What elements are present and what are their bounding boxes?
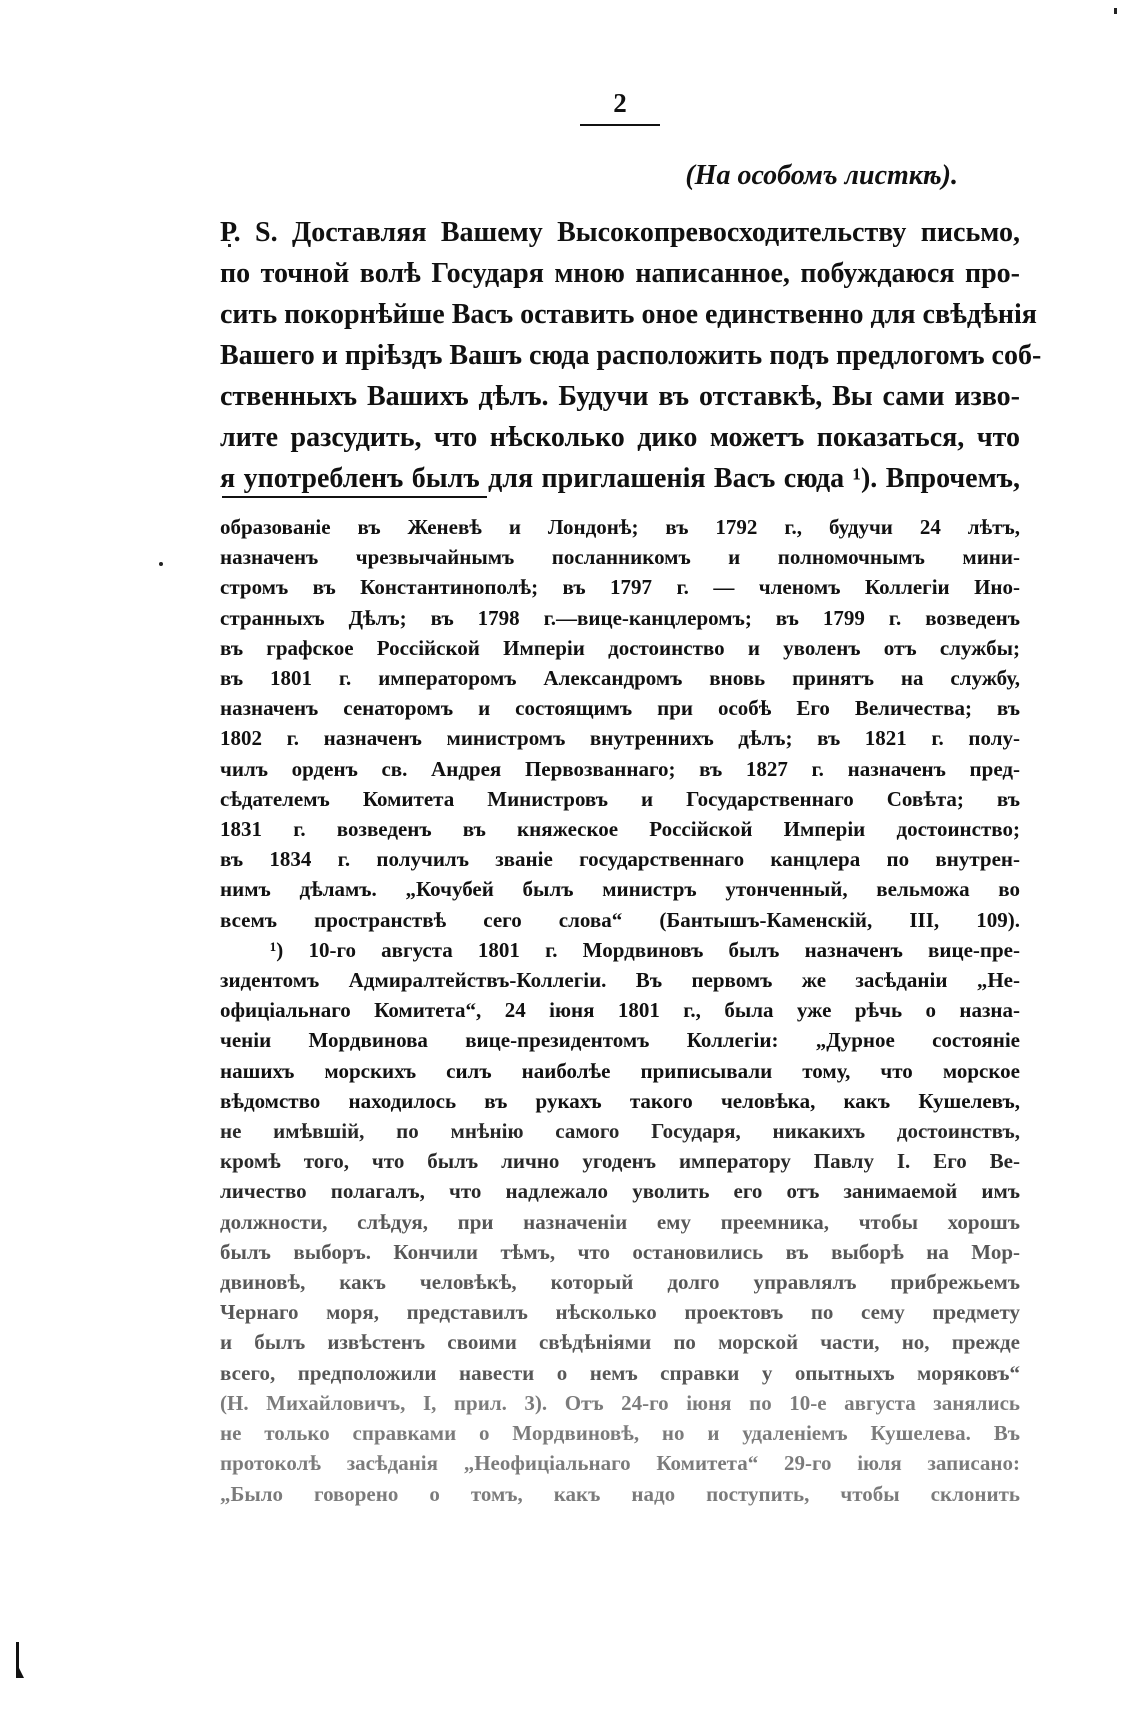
footnote-line: не только справками о Мордвиновѣ, но и удаленіемъ Кушелева. Въ xyxy=(220,1421,1020,1446)
footnote-line: должности, слѣдуя, при назначеніи ему преемника, чтобы хорошъ xyxy=(220,1209,1020,1234)
footnote-line: странныхъ Дѣлъ; въ 1798 г.—вице-канцлеромъ; въ 1799 г. возведенъ xyxy=(220,605,1020,630)
note-heading: (На особомъ листкѣ). xyxy=(685,160,958,191)
footnote-line: зидентомъ Адмиралтействъ-Коллегіи. Въ первомъ же засѣданіи „Не- xyxy=(220,968,1020,993)
page-number: 2 xyxy=(613,88,627,118)
footnote-line: назначенъ чрезвычайнымъ посланникомъ и полномочнымъ мини- xyxy=(220,545,1020,570)
footnote-line: ченіи Мордвинова вице-президентомъ Коллегіи: „Дурное состояніе xyxy=(220,1028,1020,1053)
footnotes-block xyxy=(220,512,1020,1509)
footnote-line: чилъ орденъ св. Андрея Первозваннаго; въ 1827 г. назначенъ пред- xyxy=(220,756,1020,781)
footnote-line: всемъ пространствѣ сего слова“ (Бантышъ-Каменскій, III, 109). xyxy=(220,907,1020,932)
main-text-line: ственныхъ Вашихъ дѣлъ. Будучи въ отставкѣ, Вы сами изво- xyxy=(220,381,1020,412)
footnote-line: всего, предположили навести о немъ справки у опытныхъ моряковъ“ xyxy=(220,1360,1020,1385)
footnote-line: сѣдателемъ Комитета Министровъ и Государственнаго Совѣта; въ xyxy=(220,786,1020,811)
footnote-separator xyxy=(222,496,487,498)
footnote-line: въ 1801 г. императоромъ Александромъ вновь принятъ на службу, xyxy=(220,666,1020,691)
footnote-line: нашихъ морскихъ силъ наиболѣе приписывали тому, что морское xyxy=(220,1058,1020,1083)
main-text-line: Р. S. Доставляя Вашему Высокопревосходительству письмо, xyxy=(220,217,1020,248)
main-text-block xyxy=(220,212,1042,499)
main-text-line: сить покорнѣйше Васъ оставить оное единственно для свѣдѣнія xyxy=(220,299,1037,330)
bottom-margin-mark xyxy=(14,1642,24,1678)
footnote-line: ¹) 10-го августа 1801 г. Мордвиновъ былъ назначенъ вице-пре- xyxy=(270,937,1020,962)
main-text-line: я употребленъ былъ для приглашенія Васъ сюда ¹). Впрочемъ, xyxy=(220,463,1020,494)
footnote-line: (Н. Михайловичъ, I, прил. 3). Отъ 24-го іюня по 10-е августа занялись xyxy=(220,1390,1020,1415)
footnote-line: вѣдомство находилось въ рукахъ такого человѣка, какъ Кушелевъ, xyxy=(220,1088,1020,1113)
footnote-line: „Было говорено о томъ, какъ надо поступить, чтобы склонить xyxy=(220,1481,1020,1506)
footnote-line: въ графское Россійской Имперіи достоинство и уволенъ отъ службы; xyxy=(220,635,1020,660)
margin-dot-footnote xyxy=(159,562,163,566)
main-text-line: по точной волѣ Государя мною написанное, побуждаюся про- xyxy=(220,258,1020,289)
footnote-line: стромъ въ Константинополѣ; въ 1797 г. — членомъ Коллегіи Ино- xyxy=(220,575,1020,600)
footnote-line: назначенъ сенаторомъ и состоящимъ при особѣ Его Величества; въ xyxy=(220,696,1020,721)
page-number-underline xyxy=(580,124,660,126)
footnote-line: образованіе въ Женевѣ и Лондонѣ; въ 1792 г., будучи 24 лѣтъ, xyxy=(220,515,1020,539)
footnote-line: протоколѣ засѣданія „Неофиціальнаго Комитета“ 29-го іюля записано: xyxy=(220,1451,1020,1476)
footnote-line: былъ выборъ. Кончили тѣмъ, что остановились въ выборѣ на Мор- xyxy=(220,1239,1020,1264)
main-text-line: Вашего и прiѣздъ Вашъ сюда расположить подъ предлогомъ соб- xyxy=(220,340,1042,371)
footnote-line: офиціальнаго Комитета“, 24 іюня 1801 г., была уже рѣчь о назна- xyxy=(220,998,1020,1023)
top-margin-mark xyxy=(1114,8,1117,14)
footnote-line: и былъ извѣстенъ своими свѣдѣніями по морской части, но, прежде xyxy=(220,1330,1020,1355)
footnote-line: личество полагалъ, что надлежало уволить его отъ занимаемой имъ xyxy=(220,1179,1020,1204)
footnote-line: 1831 г. возведенъ въ княжеское Россійской Имперіи достоинство; xyxy=(220,817,1020,842)
footnote-line: кромѣ того, что былъ лично угоденъ императору Павлу I. Его Ве- xyxy=(220,1149,1020,1174)
footnote-line: не имѣвшій, по мнѣнію самого Государя, никакихъ достоинствъ, xyxy=(220,1119,1020,1144)
footnote-line: 1802 г. назначенъ министромъ внутреннихъ дѣлъ; въ 1821 г. полу- xyxy=(220,726,1020,751)
footnote-line: Чернаго моря, представилъ нѣсколько проектовъ по сему предмету xyxy=(220,1300,1020,1325)
footnote-line: въ 1834 г. получилъ званіе государственнаго канцлера по внутрен- xyxy=(220,847,1020,872)
footnote-line: нимъ дѣламъ. „Кочубей былъ министръ утонченный, вельможа во xyxy=(220,877,1020,902)
footnote-line: двиновѣ, какъ человѣкѣ, который долго управлялъ прибрежьемъ xyxy=(220,1270,1020,1295)
main-text-line: лите разсудить, что нѣсколько дико можетъ показаться, что xyxy=(220,422,1020,453)
